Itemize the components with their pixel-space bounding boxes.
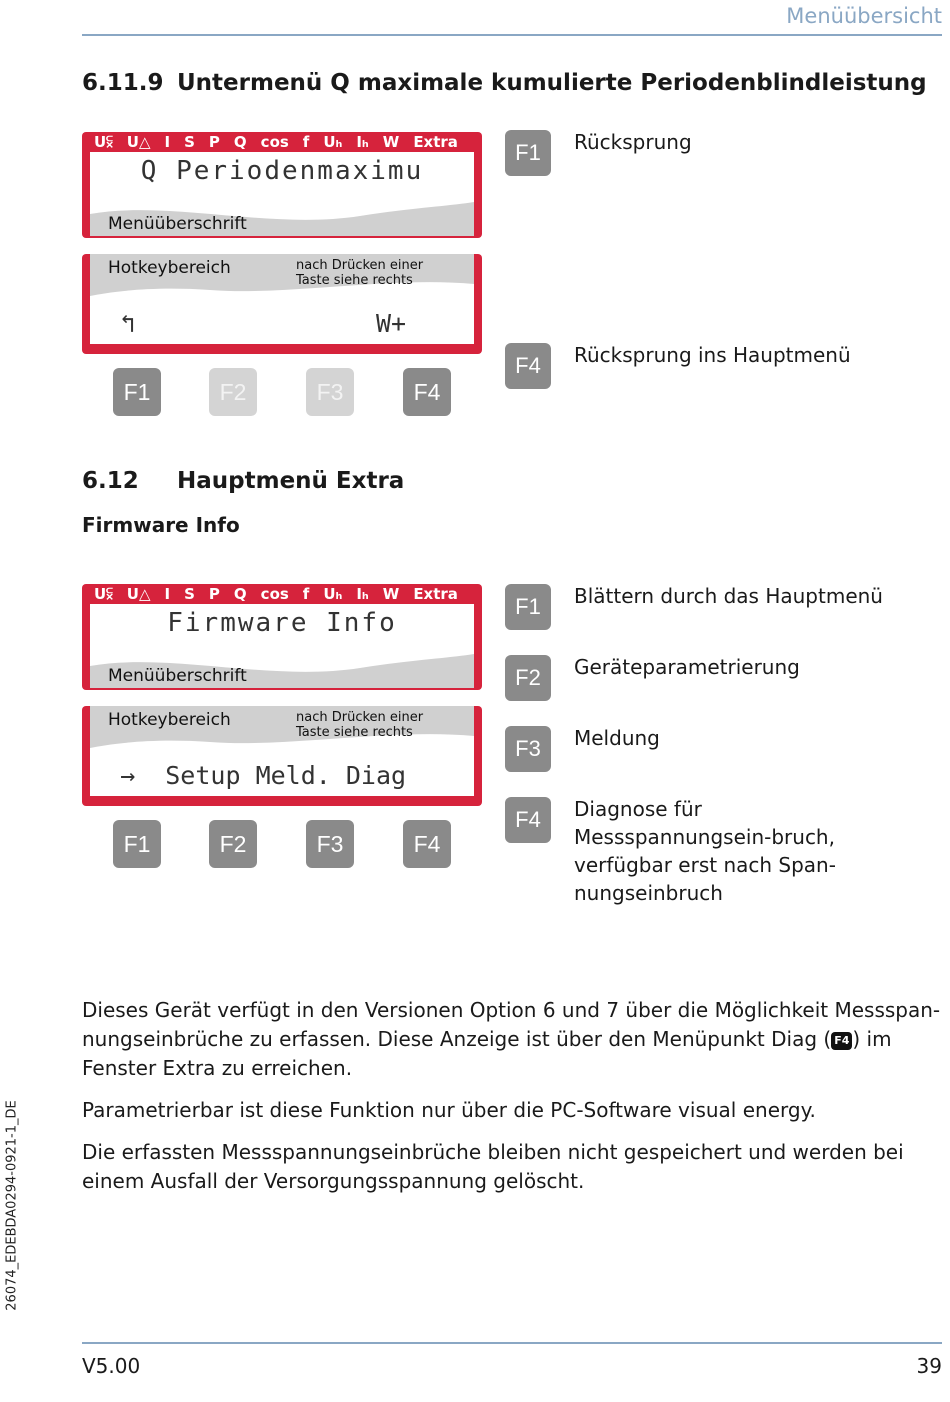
display-bottom-frame: [82, 254, 482, 354]
running-header: Menüübersicht: [786, 4, 942, 28]
indicator-row: U⫁ U△ I S P Q cos f Uₕ Iₕ W Extra: [94, 585, 458, 603]
section-number: 6.11.9: [82, 70, 164, 96]
paragraph-1: Dieses Gerät verfügt in den Versionen Option 6 und 7 über die Möglichkeit Messspan-nungseinbrüche zu erfassen. Diese Anzeige ist über den Menüpunkt Diag ( F4 ) im Fenster Extra zu erreichen.: [82, 998, 941, 1080]
lcd-menu-text: Firmware Info: [167, 608, 397, 638]
legend-text-f2: Geräteparametrierung: [574, 655, 800, 679]
document-id: 26074_EDEBDA0294-0921-1_DE: [4, 1100, 20, 1311]
menu-caption: Menüüberschrift: [108, 214, 247, 234]
lcd-hotkey-screen: [90, 706, 474, 796]
hotkey-caption: Hotkeybereich: [108, 258, 231, 278]
section-title: Hauptmenü Extra: [177, 468, 405, 494]
display-top-frame: [82, 584, 482, 690]
version-label: V5.00: [82, 1354, 141, 1378]
hotkey-row: → Setup Meld. Diag: [90, 761, 407, 790]
f2-key[interactable]: F2: [209, 368, 257, 416]
menu-caption: Menüüberschrift: [108, 666, 247, 686]
paragraph-3: Die erfassten Messspannungseinbrüche bleiben nicht gespeichert und werden bei einem Ausfall der Versorgungsspannung gelöscht.: [82, 1140, 904, 1193]
legend-text-f4: Diagnose für Messspannungsein-bruch, verfügbar erst nach Span-nungseinbruch: [574, 797, 836, 905]
page-number: 39: [916, 1354, 942, 1378]
f4-key[interactable]: F4: [403, 820, 451, 868]
indicator-row: U⫁ U△ I S P Q cos f Uₕ Iₕ W Extra: [94, 133, 458, 151]
lcd-hotkey-screen: [90, 254, 474, 344]
lcd-menu-text: Q Periodenmaximu: [140, 156, 424, 186]
paragraph-2: Parametrierbar ist diese Funktion nur über die PC-Software visual energy.: [82, 1098, 816, 1122]
display-top-frame: [82, 132, 482, 238]
legend-key-f4: F4: [505, 797, 551, 843]
f3-key[interactable]: F3: [306, 820, 354, 868]
legend-text-f1: Rücksprung: [574, 130, 692, 154]
section-title: Untermenü Q maximale kumulierte Periodenblindleistung: [177, 70, 927, 96]
legend-key-f1: F1: [505, 584, 551, 630]
header-rule: [82, 34, 942, 36]
section-number: 6.12: [82, 468, 139, 494]
f4-key[interactable]: F4: [403, 368, 451, 416]
f1-key[interactable]: F1: [113, 368, 161, 416]
legend-key-f4: F4: [505, 343, 551, 389]
f3-key[interactable]: F3: [306, 368, 354, 416]
f4-key-icon: F4: [831, 1032, 852, 1050]
legend-key-f3: F3: [505, 726, 551, 772]
hotkey-caption: Hotkeybereich: [108, 710, 231, 730]
display-device-2: [82, 584, 482, 806]
footer-rule: [82, 1342, 942, 1344]
legend-text-f3: Meldung: [574, 726, 660, 750]
legend-text-f4: Rücksprung ins Hauptmenü: [574, 343, 851, 367]
hint-text: nach Drücken einer Taste siehe rechts: [296, 258, 424, 288]
f2-key[interactable]: F2: [209, 820, 257, 868]
section-subtitle: Firmware Info: [82, 513, 240, 537]
hotkey-row: ↰ W+: [90, 309, 407, 338]
legend-key-f2: F2: [505, 655, 551, 701]
display-bottom-frame: [82, 706, 482, 806]
display-device-1: [82, 132, 482, 354]
lcd-screen: [90, 604, 474, 688]
f1-key[interactable]: F1: [113, 820, 161, 868]
lcd-screen: [90, 152, 474, 236]
legend-text-f1: Blättern durch das Hauptmenü: [574, 584, 883, 608]
legend-key-f1: F1: [505, 130, 551, 176]
hint-text: nach Drücken einer Taste siehe rechts: [296, 710, 424, 740]
